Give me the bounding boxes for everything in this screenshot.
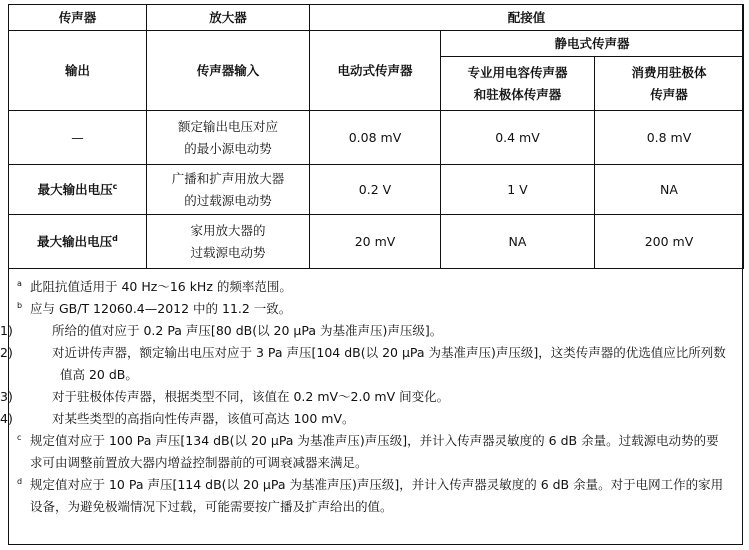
header-pro-condenser-line2: 和驻极体传声器 [473, 86, 562, 102]
header-dynamic: 电动式传声器 [310, 31, 441, 111]
row-consumer: 200 mV [595, 215, 744, 269]
header-amplifier: 放大器 [147, 5, 310, 31]
item-number: 4) [0, 411, 13, 426]
row-input-line1: 额定输出电压对应 [177, 118, 278, 134]
row-output: — [9, 111, 147, 165]
item-number: 1) [0, 323, 13, 338]
item-text: 所给的值对应于 0.2 Pa 声压[80 dB(以 20 μPa 为基准声压)声压级]。 [52, 323, 443, 338]
footnote-b [17, 298, 729, 320]
row-output-footnote-mark: d [112, 233, 118, 243]
footnotes [0, 268, 743, 518]
footnote-b-item [0, 320, 729, 342]
footnote-mark: a [17, 279, 22, 288]
row-input-line1: 广播和扩声用放大器 [171, 170, 285, 186]
footnote-a [17, 276, 729, 298]
footnote-text: 此阻抗值适用于 40 Hz～16 kHz 的频率范围。 [30, 279, 292, 294]
row-input-line2: 的最小源电动势 [184, 140, 272, 156]
footnote-b-item [0, 408, 729, 430]
row-consumer: NA [595, 165, 744, 215]
item-number: 3) [0, 389, 13, 404]
footnote-mark: c [17, 433, 22, 442]
header-value: 配接值 [310, 5, 744, 31]
footnote-b-item [0, 386, 729, 408]
row-dynamic: 0.08 mV [310, 111, 441, 165]
row-output-footnote-mark: c [112, 181, 118, 191]
row-input-line1: 家用放大器的 [190, 222, 266, 238]
header-mic-input: 传声器输入 [147, 31, 310, 111]
item-text: 对某些类型的高指向性传声器，该值可高达 100 mV。 [52, 411, 355, 426]
row-pro: NA [441, 215, 595, 269]
row-dynamic: 0.2 V [310, 165, 441, 215]
item-text: 对于驻极体传声器，根据类型不同，该值在 0.2 mV～2.0 mV 间变化。 [52, 389, 450, 404]
footnote-mark: d [17, 477, 23, 486]
row-input-line2: 的过载源电动势 [184, 192, 272, 208]
footnote-b-item [0, 342, 729, 386]
row-dynamic: 20 mV [310, 215, 441, 269]
row-consumer: 0.8 mV [595, 111, 744, 165]
footnote-d [17, 474, 729, 518]
header-consumer-line2: 传声器 [650, 86, 688, 102]
footnote-text: 应与 GB/T 12060.4—2012 中的 11.2 一致。 [30, 301, 292, 316]
header-consumer-line1: 消费用驻极体 [631, 64, 707, 80]
footnote-text: 规定值对应于 100 Pa 声压[134 dB(以 20 μPa 为基准声压)声压级]，并计入传声器灵敏度的 6 dB 余量。过载源电动势的要求可由调整前置放大器内增益控制器前的可调衰减器来满足。 [30, 433, 719, 470]
footnote-mark: b [17, 301, 23, 310]
header-electrostatic: 静电式传声器 [441, 31, 744, 57]
header-output: 输出 [9, 31, 147, 111]
row-pro: 0.4 mV [441, 111, 595, 165]
row-input-line2: 过载源电动势 [190, 244, 266, 260]
row-output-text: 最大输出电压 [37, 181, 113, 197]
footnote-c [17, 430, 729, 474]
footnote-text: 规定值对应于 10 Pa 声压[114 dB(以 20 μPa 为基准声压)声压级]，并计入传声器灵敏度的 6 dB 余量。对于电网工作的家用设备，为避免极端情况下过载，可能需要按广播及扩声给出的值。 [30, 477, 724, 514]
header-pro-condenser-line1: 专业用电容传声器 [467, 64, 568, 80]
row-pro: 1 V [441, 165, 595, 215]
header-transducer: 传声器 [9, 5, 147, 31]
item-text: 对近讲传声器，额定输出电压对应于 3 Pa 声压[104 dB(以 20 μPa 为基准声压)声压级]，这类传声器的优选值应比所列数值高 20 dB。 [52, 345, 726, 382]
row-output-text: 最大输出电压 [37, 233, 113, 249]
item-number: 2) [0, 345, 13, 360]
